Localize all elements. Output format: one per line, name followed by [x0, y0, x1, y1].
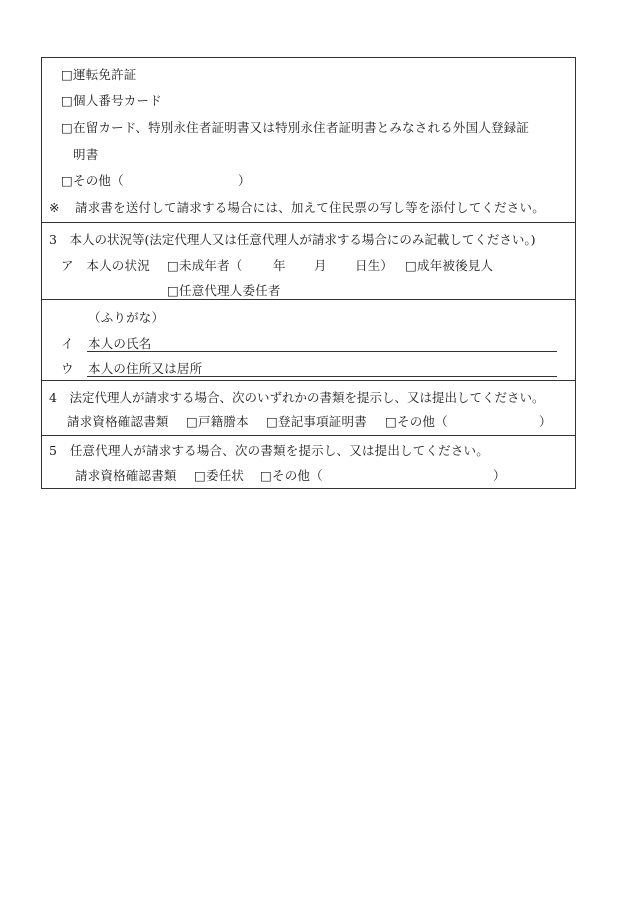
principal-address-line[interactable]	[87, 376, 557, 377]
checkbox-section4-other[interactable]: □その他（	[385, 414, 448, 429]
section5-other-close-paren: ）	[493, 468, 506, 483]
mail-request-note: 請求書を送付して請求する場合には、加えて住民票の写し等を添付してください。	[75, 200, 545, 215]
legal-agent-section	[42, 380, 575, 435]
voluntary-agent-section	[42, 435, 575, 488]
section4-heading: 4 法定代理人が請求する場合、次のいずれかの書類を提示し、又は提出してください。	[49, 390, 545, 405]
address-item-marker: ウ	[61, 361, 74, 376]
furigana-label: （ふりがな）	[88, 310, 165, 325]
checkbox-power-of-attorney[interactable]: □委任状	[194, 468, 245, 483]
principal-name-label: 本人の氏名	[88, 336, 152, 351]
checkbox-minor[interactable]: □未成年者（	[167, 258, 243, 273]
section5-docs-label: 請求資格確認書類	[75, 468, 177, 483]
identity-documents-section	[42, 58, 575, 222]
principal-name-line[interactable]	[87, 351, 557, 352]
checkbox-voluntary-agent-principal[interactable]: □任意代理人委任者	[167, 283, 281, 298]
section3-heading: 3 本人の状況等(法定代理人又は任意代理人が請求する場合にのみ記載してください。)	[49, 232, 536, 247]
name-item-marker: イ	[61, 336, 74, 351]
month-label: 月	[314, 258, 327, 273]
residence-card-continuation: 明書	[73, 147, 99, 162]
other-document-close-paren: ）	[238, 173, 251, 188]
checkbox-adult-ward[interactable]: □成年被後見人	[405, 258, 494, 273]
year-label: 年	[273, 258, 286, 273]
checkbox-residence-card[interactable]: □在留カード、特別永住者証明書又は特別永住者証明書とみなされる外国人登録証	[61, 120, 530, 135]
principal-status-label: ア 本人の状況	[61, 258, 150, 273]
checkbox-family-register[interactable]: □戸籍謄本	[186, 414, 249, 429]
request-form-table	[41, 57, 576, 489]
principal-name-section	[42, 299, 575, 380]
checkbox-other-document[interactable]: □その他（	[61, 173, 124, 188]
checkbox-my-number-card[interactable]: □個人番号カード	[61, 93, 162, 108]
section4-docs-label: 請求資格確認書類	[67, 414, 169, 429]
checkbox-registry-certificate[interactable]: □登記事項証明書	[266, 414, 367, 429]
birth-day-label: 日生）	[355, 258, 394, 273]
note-mark: ※	[49, 200, 60, 215]
section5-heading: 5 任意代理人が請求する場合、次の書類を提示し、又は提出してください。	[49, 443, 489, 458]
section4-other-close-paren: ）	[539, 414, 552, 429]
checkbox-section5-other[interactable]: □その他（	[260, 468, 323, 483]
principal-address-label: 本人の住所又は居所	[88, 361, 203, 376]
principal-status-section	[42, 222, 575, 299]
checkbox-drivers-license[interactable]: □運転免許証	[61, 67, 137, 82]
